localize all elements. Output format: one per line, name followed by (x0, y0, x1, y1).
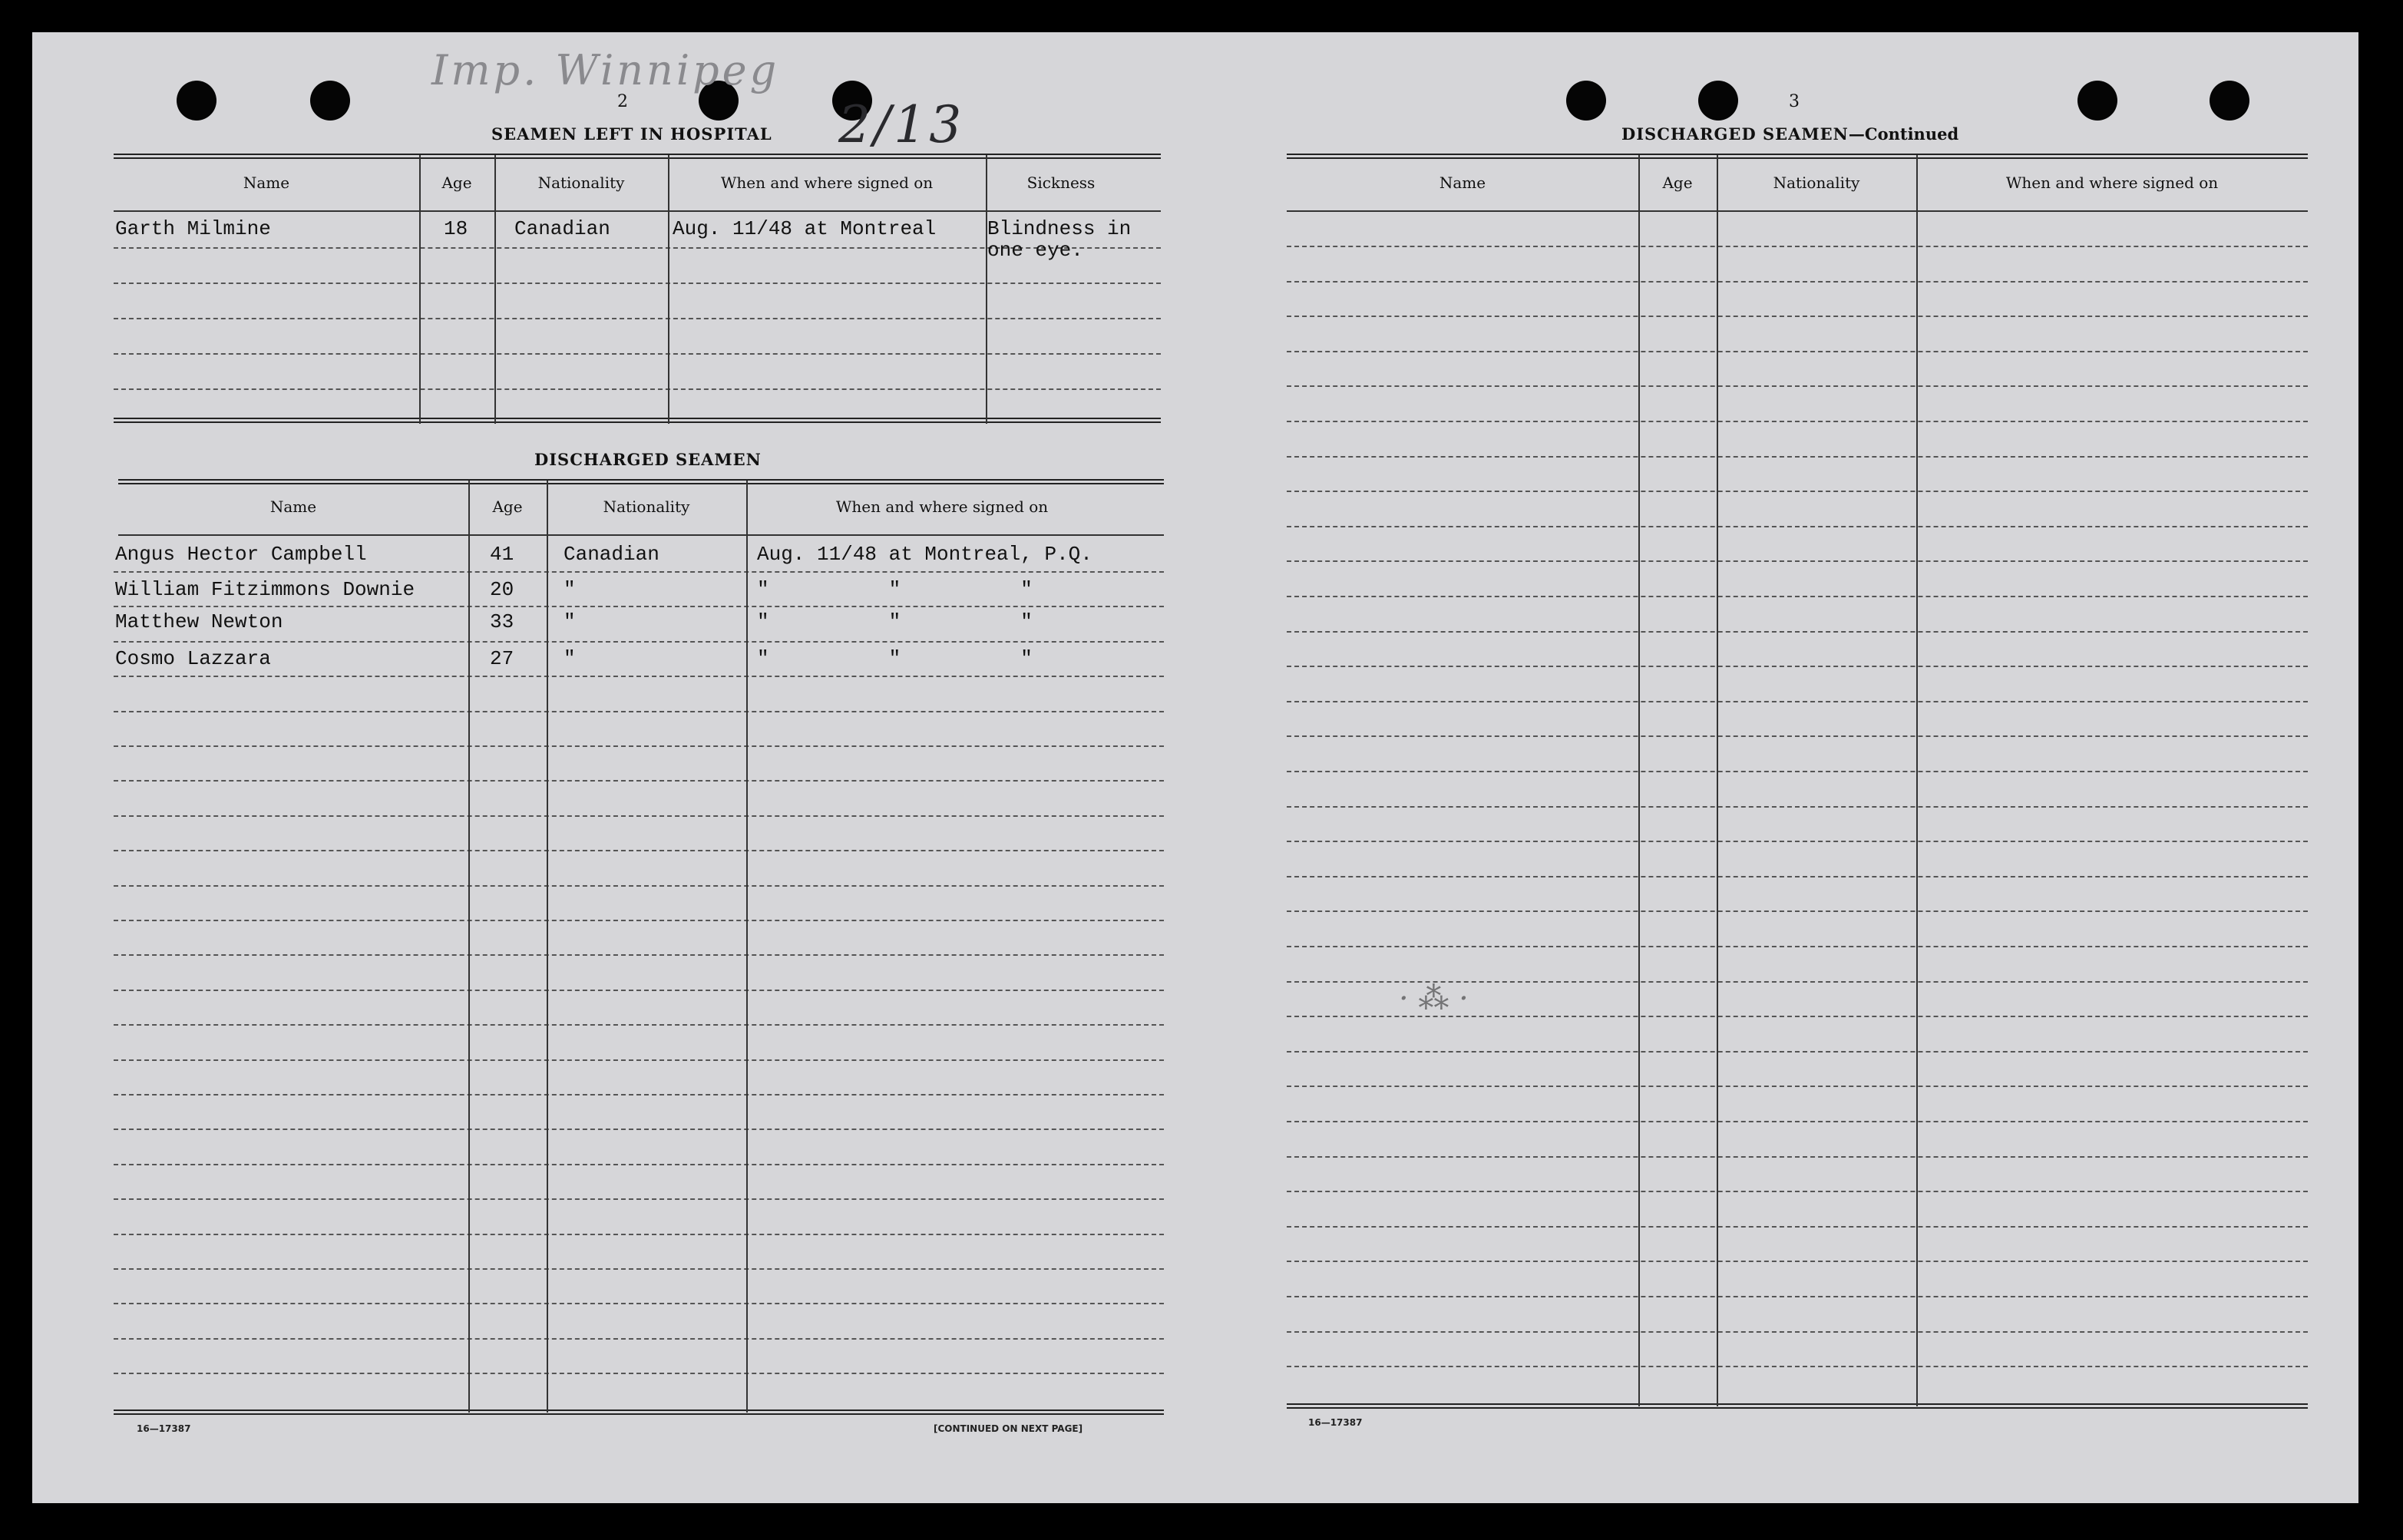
row-line (1287, 876, 2308, 877)
hospital-header-sickness: Sickness (1026, 173, 1096, 192)
row-line (114, 606, 1164, 607)
right-header-signed-on: When and where signed on (2005, 173, 2219, 192)
row-line (1287, 491, 2308, 492)
discharged-cell-age: 33 (490, 610, 514, 633)
row-line (114, 1373, 1164, 1374)
discharged-cell-name: Matthew Newton (115, 610, 283, 633)
discharged-cell-nationality: " (564, 610, 576, 633)
row-line (1287, 246, 2308, 247)
row-line (114, 780, 1164, 782)
row-line (114, 283, 1161, 284)
hospital-header-signed-on: When and where signed on (720, 173, 934, 192)
faint-scribble: · ⁂ · (1399, 981, 1469, 1016)
discharged-header-nationality: Nationality (603, 497, 690, 516)
row-line (1287, 631, 2308, 633)
hospital-cell-age: 18 (444, 217, 468, 240)
row-line (114, 1024, 1164, 1026)
punch-hole (310, 81, 350, 121)
column-divider (746, 481, 748, 1413)
row-line (114, 815, 1164, 817)
right-section-title-suffix: —Continued (1848, 124, 1959, 144)
hospital-header-name: Name (243, 173, 290, 192)
right-section-title (1621, 124, 1958, 144)
row-line (1287, 701, 2308, 702)
row-line (1287, 316, 2308, 317)
column-divider (986, 155, 987, 424)
row-line (1287, 1121, 2308, 1122)
row-line (1287, 596, 2308, 597)
discharged-cell-name: Angus Hector Campbell (115, 543, 367, 566)
row-line (114, 1234, 1164, 1235)
row-line (114, 885, 1164, 887)
row-line (114, 990, 1164, 991)
row-line (1287, 1226, 2308, 1228)
hospital-header-rule (114, 210, 1161, 212)
form-number-left: 16—17387 (137, 1423, 191, 1434)
row-line (114, 1094, 1164, 1096)
row-line (1287, 1331, 2308, 1333)
row-line (114, 388, 1161, 390)
hospital-cell-signed-on: Aug. 11/48 at Montreal (673, 217, 937, 240)
discharged-cell-name: Cosmo Lazzara (115, 647, 271, 670)
discharged-header-age: Age (492, 497, 523, 516)
row-line (114, 1303, 1164, 1304)
row-line (1287, 421, 2308, 422)
row-line (114, 1129, 1164, 1130)
row-line (1287, 806, 2308, 808)
row-line (1287, 946, 2308, 947)
row-line (114, 641, 1164, 643)
row-line (114, 571, 1164, 573)
hospital-table-top-rule (114, 154, 1161, 159)
column-divider (547, 481, 548, 1413)
row-line (1287, 1051, 2308, 1053)
row-line (114, 954, 1164, 956)
discharged-table-top-rule (118, 479, 1164, 484)
column-divider (419, 155, 421, 424)
column-divider (494, 155, 496, 424)
right-header-rule (1287, 210, 2308, 212)
column-divider (1638, 155, 1640, 1406)
row-line (1287, 351, 2308, 352)
discharged-cell-age: 20 (490, 578, 514, 601)
handwritten-reference: 2/13 (838, 95, 965, 154)
row-line (114, 676, 1164, 677)
right-header-name: Name (1439, 173, 1486, 192)
punch-hole (1698, 81, 1738, 121)
discharged-cell-name: William Fitzimmons Downie (115, 578, 415, 601)
row-line (1287, 560, 2308, 562)
row-line (1287, 910, 2308, 912)
row-line (114, 1198, 1164, 1200)
punch-hole (177, 81, 217, 121)
form-number-right: 16—17387 (1308, 1417, 1363, 1428)
row-line (114, 1059, 1164, 1061)
row-line (1287, 385, 2308, 387)
column-divider (1916, 155, 1918, 1406)
punch-hole (1566, 81, 1606, 121)
discharged-section-title: DISCHARGED SEAMEN (534, 450, 762, 469)
discharged-cell-nationality: Canadian (564, 543, 659, 566)
row-line (1287, 735, 2308, 737)
row-line (1287, 281, 2308, 283)
row-line (114, 318, 1161, 319)
discharged-cell-signed-on: " " " (757, 578, 1033, 601)
hospital-cell-nationality: Canadian (514, 217, 610, 240)
discharged-header-signed-on: When and where signed on (835, 497, 1049, 516)
row-line (114, 1268, 1164, 1270)
row-line (1287, 1261, 2308, 1262)
row-line (114, 745, 1164, 747)
document-sheet (32, 32, 2358, 1503)
row-line (1287, 1086, 2308, 1087)
discharged-header-rule (118, 534, 1164, 536)
punch-hole (2210, 81, 2249, 121)
discharged-table-bottom-rule (114, 1409, 1164, 1415)
row-line (114, 1164, 1164, 1165)
continued-note: [CONTINUED ON NEXT PAGE] (934, 1423, 1083, 1434)
hospital-header-nationality: Nationality (537, 173, 625, 192)
row-line (1287, 1296, 2308, 1297)
hospital-cell-name: Garth Milmine (115, 217, 271, 240)
row-line (1287, 666, 2308, 667)
right-table-bottom-rule (1287, 1403, 2308, 1409)
row-line (1287, 1156, 2308, 1158)
right-section-title-main: DISCHARGED SEAMEN (1621, 124, 1849, 144)
handwritten-annotation: Imp. Winnipeg (431, 46, 780, 94)
right-header-nationality: Nationality (1773, 173, 1860, 192)
row-line (114, 711, 1164, 712)
row-line (1287, 1191, 2308, 1192)
column-divider (468, 481, 470, 1413)
column-divider (1717, 155, 1718, 1406)
discharged-cell-age: 41 (490, 543, 514, 566)
row-line (1287, 771, 2308, 772)
row-line (114, 850, 1164, 851)
column-divider (668, 155, 669, 424)
row-line (1287, 526, 2308, 527)
row-line (1287, 1366, 2308, 1367)
discharged-cell-signed-on: " " " (757, 647, 1033, 670)
page-number-right: 3 (1789, 92, 1800, 111)
right-header-age: Age (1662, 173, 1693, 192)
right-table-top-rule (1287, 154, 2308, 159)
page-number-left: 2 (617, 92, 628, 111)
punch-hole (2077, 81, 2117, 121)
hospital-table-bottom-rule (114, 418, 1161, 423)
discharged-cell-nationality: " (564, 647, 576, 670)
row-line (114, 920, 1164, 921)
discharged-cell-nationality: " (564, 578, 576, 601)
discharged-header-name: Name (269, 497, 317, 516)
discharged-cell-signed-on: Aug. 11/48 at Montreal, P.Q. (757, 543, 1092, 566)
hospital-cell-sickness: Blindness in one eye. (987, 217, 1132, 262)
row-line (1287, 841, 2308, 842)
discharged-cell-age: 27 (490, 647, 514, 670)
hospital-header-age: Age (441, 173, 472, 192)
row-line (114, 1338, 1164, 1340)
discharged-cell-signed-on: " " " (757, 610, 1033, 633)
hospital-section-title: SEAMEN LEFT IN HOSPITAL (491, 124, 772, 144)
row-line (1287, 456, 2308, 458)
row-line (114, 353, 1161, 355)
